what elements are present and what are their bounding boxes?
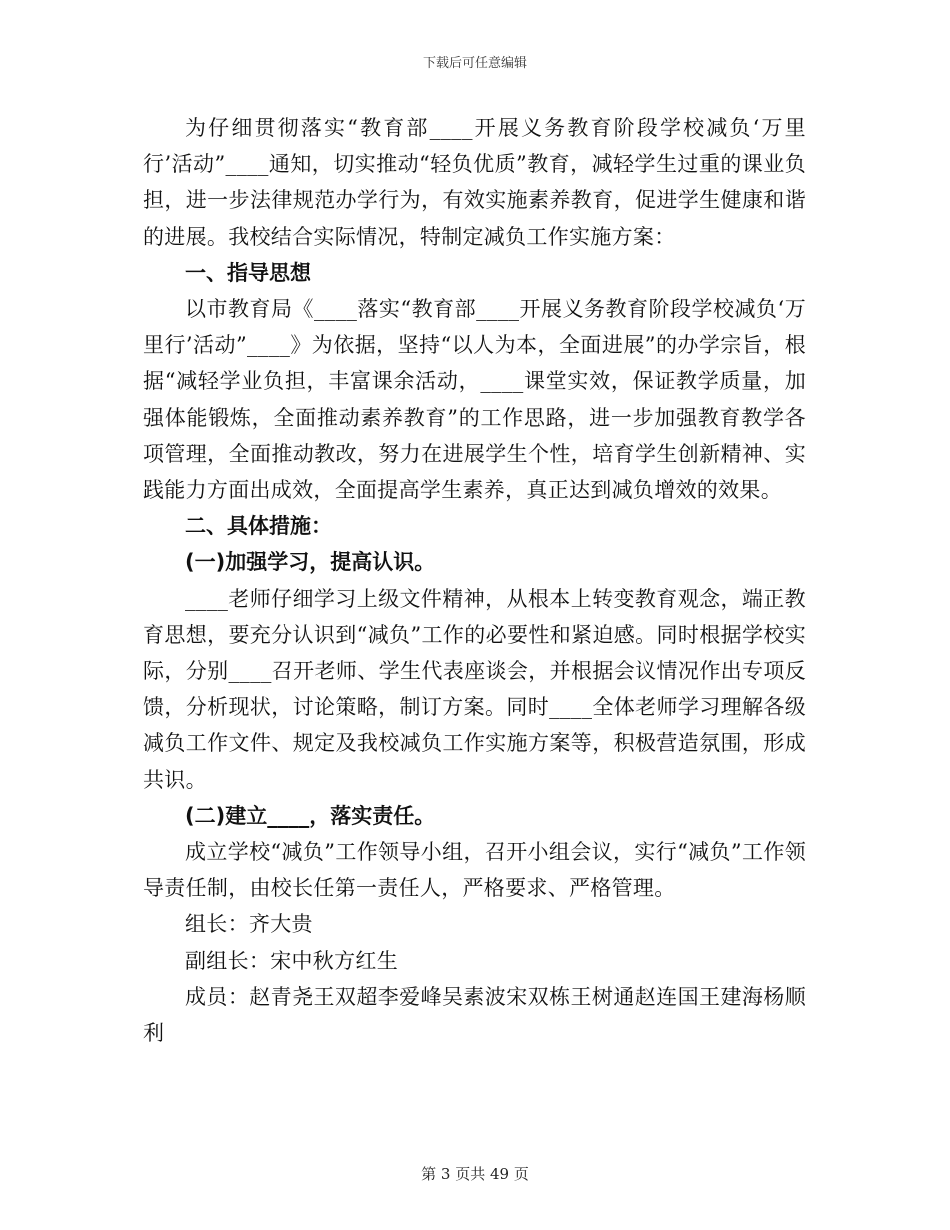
study-paragraph: ____老师仔细学习上级文件精神，从根本上转变教育观念，端正教育思想，要充分认识到“减负”工作的必要性和紧迫感。同时根据学校实际，分别____召开老师、学生代表座谈会，并根据会议情况作出专项反馈，分析现状，讨论策略，制订方案。同时____全体老师学习理解各级减负工作文件、规定及我校减负工作实施方案等，积极营造氛围，形成共识。 <box>143 586 806 792</box>
section-heading-measures: 二、具体措施： <box>185 514 332 539</box>
document-body <box>143 110 806 1051</box>
group-leader-line: 组长：齐大贵 <box>185 912 313 937</box>
section-heading-guiding-ideology: 一、指导思想 <box>185 260 311 285</box>
intro-paragraph: 为仔细贯彻落实“教育部____开展义务教育阶段学校减负‘万里行’活动”____通知，切实推动“轻负优质”教育，减轻学生过重的课业负担，进一步法律规范办学行为，有效实施素养教育，促进学生健康和谐的进展。我校结合实际情况，特制定减负工作实施方案： <box>143 116 806 249</box>
deputy-leader-line: 副组长：宋中秋方红生 <box>185 948 398 973</box>
subheading-study: (一)加强学习，提高认识。 <box>185 550 436 575</box>
members-line: 成员：赵青尧王双超李爱峰吴素波宋双栋王树通赵连国王建海杨顺利 <box>143 984 806 1046</box>
subheading-responsibility: (二)建立____，落实责任。 <box>185 803 436 828</box>
page-footer: 第 3 页共 49 页 <box>421 1165 529 1183</box>
guiding-ideology-paragraph: 以市教育局《____落实“教育部____开展义务教育阶段学校减负‘万里行’活动”____》为依据，坚持“以人为本，全面进展”的办学宗旨，根据“减轻学业负担，丰富课余活动，____课堂实效，保证教学质量，加强体能锻炼，全面推动素养教育”的工作思路，进一步加强教育教学各项管理，全面推动教改，努力在进展学生个性，培育学生创新精神、实践能力方面出成效，全面提高学生素养，真正达到减负增效的效果。 <box>143 297 806 503</box>
responsibility-paragraph: 成立学校“减负”工作领导小组，召开小组会议，实行“减负”工作领导责任制，由校长任第一责任人，严格要求、严格管理。 <box>143 840 806 901</box>
page-header: 下载后可任意编辑 <box>422 56 527 71</box>
